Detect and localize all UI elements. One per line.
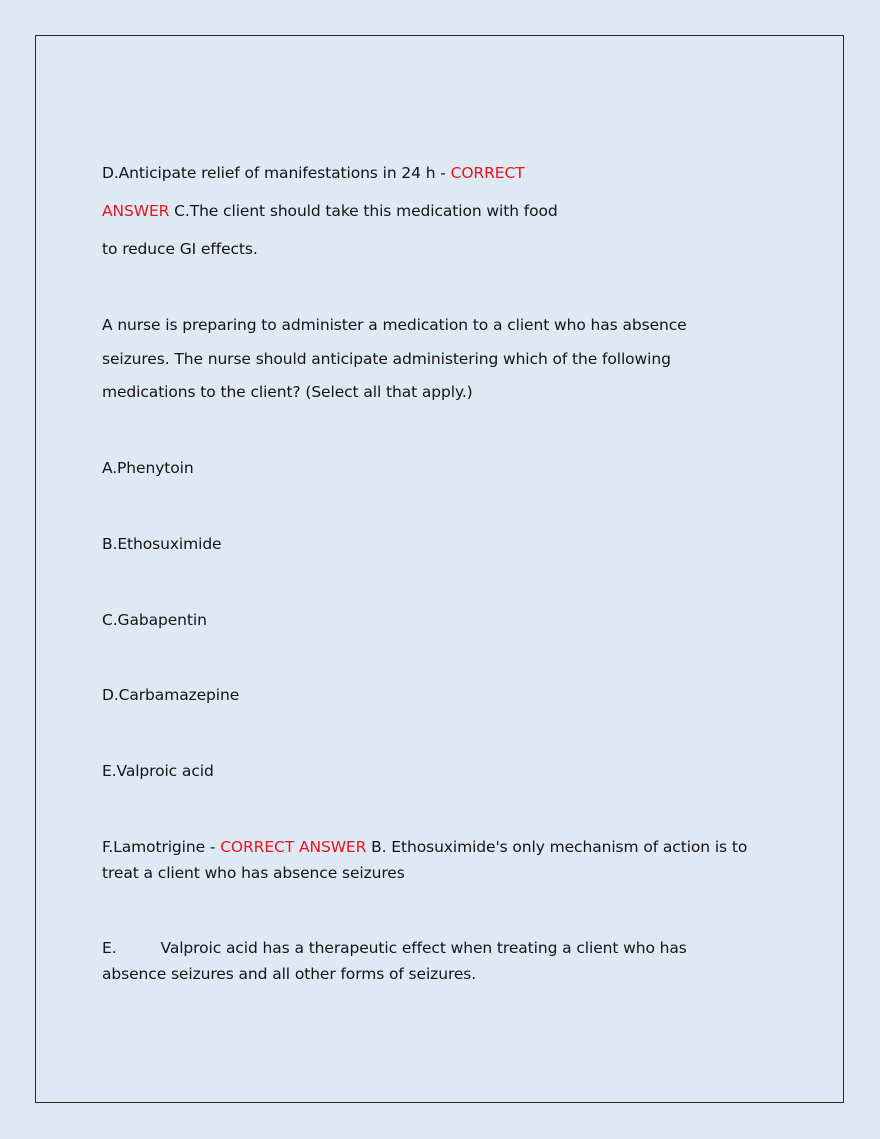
rationale-e-label: E. [102, 939, 117, 957]
previous-answer-line-2 [102, 198, 558, 224]
rationale-e-paragraph [102, 935, 752, 987]
question-stem-line-1: A nurse is preparing to administer a medication to a client who has absence [102, 316, 687, 334]
correct-answer-marker: CORRECT ANSWER [220, 838, 367, 856]
previous-answer-line-3: to reduce GI effects. [102, 240, 258, 258]
rationale-b: B. Ethosuximide's only mechanism of action is to treat a client who has absence seizures [102, 838, 748, 882]
previous-answer-line-1 [102, 160, 525, 186]
option-f: F.Lamotrigine - [102, 838, 221, 856]
option-e: E.Valproic acid [102, 762, 214, 780]
rationale-e-text: Valproic acid has a therapeutic effect when treating a client who has absence seizures and all other forms of seizures. [102, 939, 687, 983]
option-c: C.Gabapentin [102, 611, 207, 629]
previous-option-d-text: D.Anticipate relief of manifestations in 24 h - [102, 164, 451, 182]
option-f-with-answer [102, 834, 752, 886]
question-stem-line-3: medications to the client? (Select all that apply.) [102, 383, 473, 401]
question-stem-line-2: seizures. The nurse should anticipate administering which of the following [102, 350, 671, 368]
previous-rationale-text: C.The client should take this medication with food [169, 202, 558, 220]
option-a: A.Phenytoin [102, 459, 194, 477]
correct-answer-marker: ANSWER [102, 202, 170, 220]
option-d: D.Carbamazepine [102, 686, 240, 704]
correct-answer-marker: CORRECT [450, 164, 525, 182]
option-b: B.Ethosuximide [102, 535, 222, 553]
